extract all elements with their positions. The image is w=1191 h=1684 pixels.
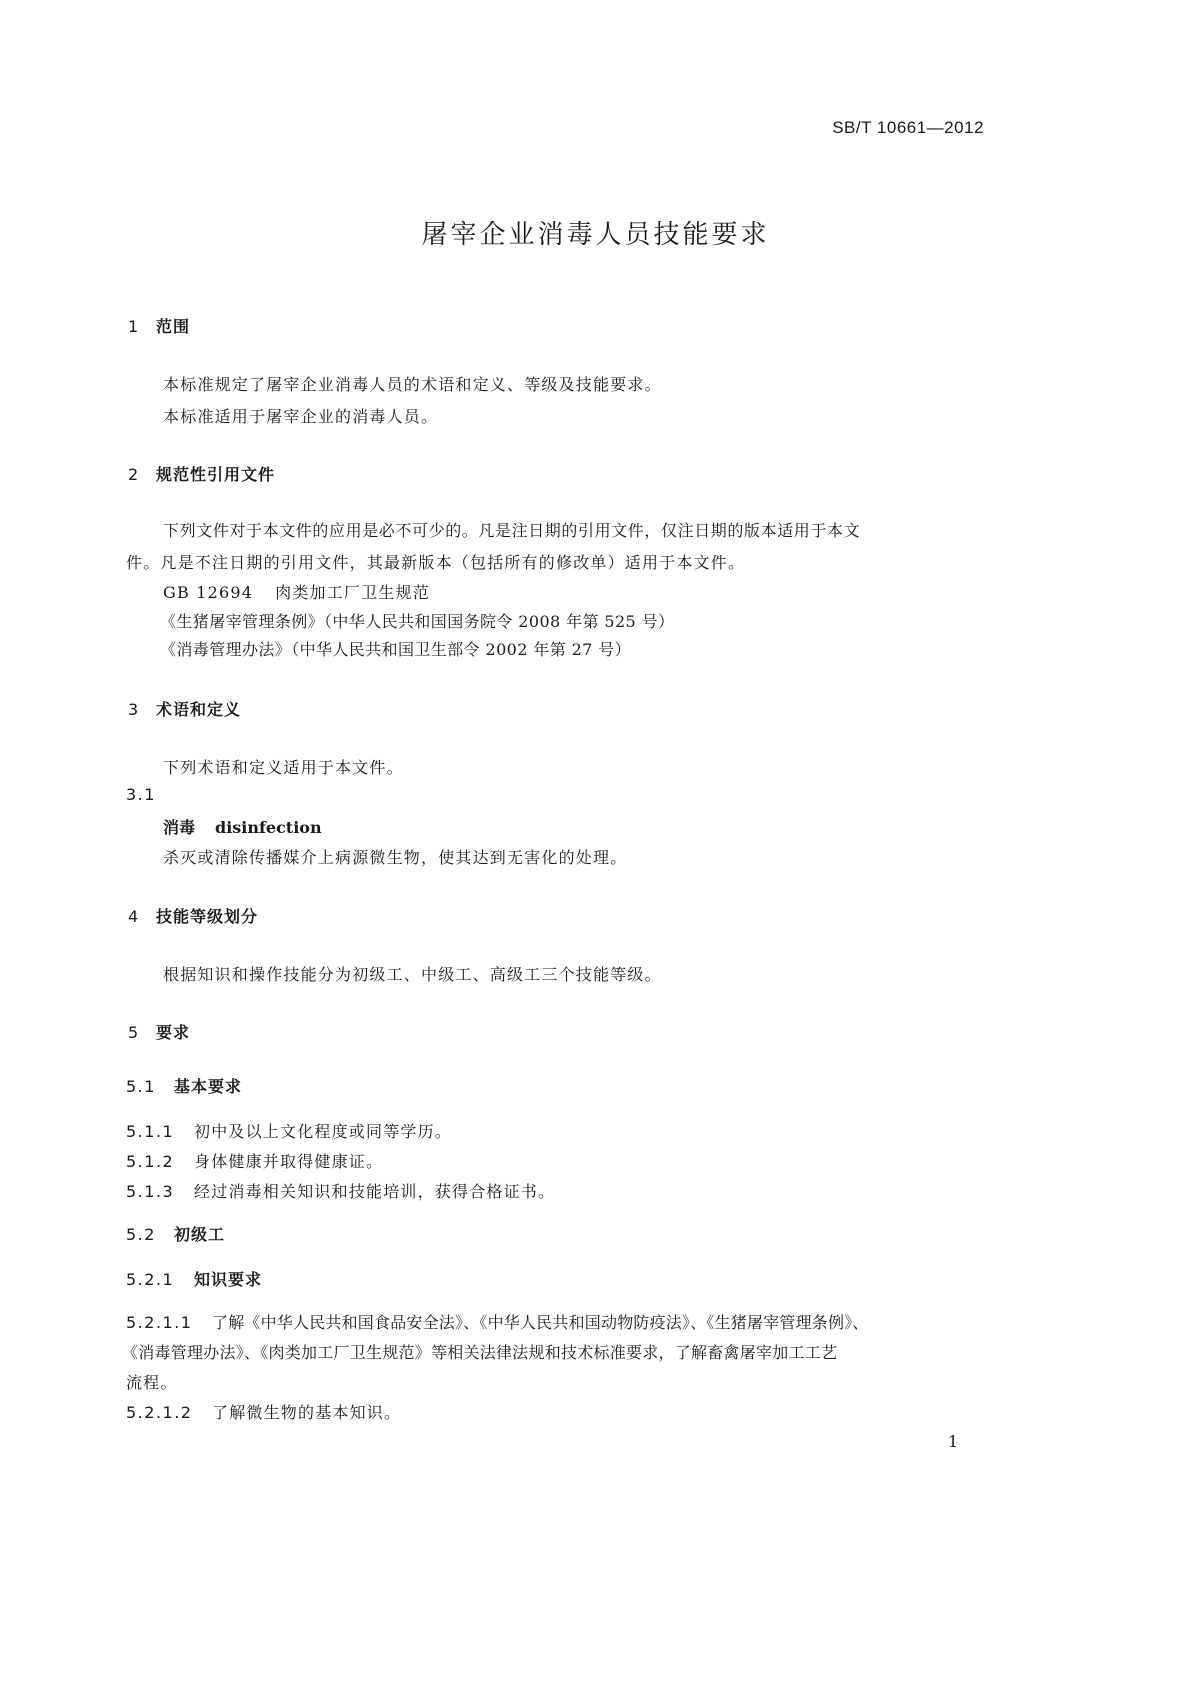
clause-number: 5.1.2 bbox=[126, 1152, 175, 1171]
section-number: 4 bbox=[128, 907, 140, 926]
section-1-heading bbox=[128, 314, 190, 337]
clause-text: 经过消毒相关知识和技能培训，获得合格证书。 bbox=[194, 1182, 556, 1201]
reference-item: 《消毒管理办法》（中华人民共和国卫生部令 2002 年第 27 号） bbox=[160, 640, 632, 659]
document-title: 屠宰企业消毒人员技能要求 bbox=[421, 220, 770, 250]
reference-code: GB 12694 bbox=[163, 583, 254, 602]
term-entry bbox=[163, 815, 322, 838]
section-number: 5 bbox=[128, 1023, 140, 1042]
subsection-5-2-heading bbox=[126, 1222, 225, 1245]
section-title: 要求 bbox=[156, 1023, 191, 1042]
term-chinese: 消毒 bbox=[163, 818, 196, 837]
subsection-number: 5.1 bbox=[126, 1077, 156, 1096]
clause-5-1-1 bbox=[126, 1119, 452, 1142]
section-2-heading bbox=[128, 462, 275, 485]
section-title: 技能等级划分 bbox=[156, 907, 259, 926]
clause-text: 了解《中华人民共和国食品安全法》、《中华人民共和国动物防疫法》、《生猪屠宰管理条例》、 bbox=[212, 1313, 869, 1332]
clause-5-1-2 bbox=[126, 1149, 383, 1172]
subsection-title: 基本要求 bbox=[174, 1077, 243, 1096]
clause-text: 身体健康并取得健康证。 bbox=[194, 1152, 384, 1171]
clause-5-2-1-2 bbox=[126, 1400, 401, 1423]
section-title: 术语和定义 bbox=[156, 700, 242, 719]
clause-number: 5.1.3 bbox=[126, 1182, 175, 1201]
clause-text: 了解微生物的基本知识。 bbox=[212, 1403, 402, 1422]
paragraph: 本标准规定了屠宰企业消毒人员的术语和定义、等级及技能要求。 bbox=[163, 375, 662, 394]
standard-code: SB/T 10661—2012 bbox=[832, 118, 984, 137]
clause-5-2-1-1 bbox=[126, 1310, 869, 1333]
clause-number: 5.2.1.1 bbox=[126, 1313, 193, 1332]
clause-5-1-3 bbox=[126, 1179, 555, 1202]
clause-continuation: 《消毒管理办法》、《肉类加工厂卫生规范》等相关法律法规和技术标准要求，了解畜禽屠宰加工工艺 bbox=[122, 1343, 838, 1362]
page-number: 1 bbox=[948, 1432, 959, 1451]
clause-continuation: 流程。 bbox=[126, 1373, 178, 1392]
clause-text: 初中及以上文化程度或同等学历。 bbox=[194, 1122, 453, 1141]
subsection-5-1-heading bbox=[126, 1074, 242, 1097]
term-english: disinfection bbox=[215, 818, 322, 837]
section-number: 2 bbox=[128, 465, 140, 484]
subsection-title: 知识要求 bbox=[194, 1270, 263, 1289]
section-number: 1 bbox=[128, 317, 140, 336]
clause-number: 5.1.1 bbox=[126, 1122, 175, 1141]
subsection-5-2-1-heading bbox=[126, 1267, 262, 1290]
section-4-heading bbox=[128, 904, 258, 927]
term-definition: 杀灭或清除传播媒介上病源微生物，使其达到无害化的处理。 bbox=[163, 848, 628, 867]
clause-number: 5.2.1.2 bbox=[126, 1403, 193, 1422]
reference-title: 肉类加工厂卫生规范 bbox=[275, 583, 430, 602]
subsection-number: 5.2.1 bbox=[126, 1270, 175, 1289]
reference-item bbox=[163, 580, 430, 603]
paragraph: 件。凡是不注日期的引用文件，其最新版本（包括所有的修改单）适用于本文件。 bbox=[126, 553, 746, 572]
section-title: 范围 bbox=[156, 317, 191, 336]
section-title: 规范性引用文件 bbox=[156, 465, 276, 484]
subsection-title: 初级工 bbox=[174, 1225, 226, 1244]
subsection-number: 5.2 bbox=[126, 1225, 156, 1244]
term-number: 3.1 bbox=[126, 785, 156, 804]
paragraph: 下列文件对于本文件的应用是必不可少的。凡是注日期的引用文件，仅注日期的版本适用于本文 bbox=[163, 521, 861, 540]
section-3-heading bbox=[128, 697, 241, 720]
paragraph: 下列术语和定义适用于本文件。 bbox=[163, 758, 404, 777]
paragraph: 本标准适用于屠宰企业的消毒人员。 bbox=[163, 407, 439, 426]
paragraph: 根据知识和操作技能分为初级工、中级工、高级工三个技能等级。 bbox=[163, 965, 662, 984]
section-number: 3 bbox=[128, 700, 140, 719]
reference-item: 《生猪屠宰管理条例》（中华人民共和国国务院令 2008 年第 525 号） bbox=[160, 612, 675, 631]
section-5-heading bbox=[128, 1020, 190, 1043]
